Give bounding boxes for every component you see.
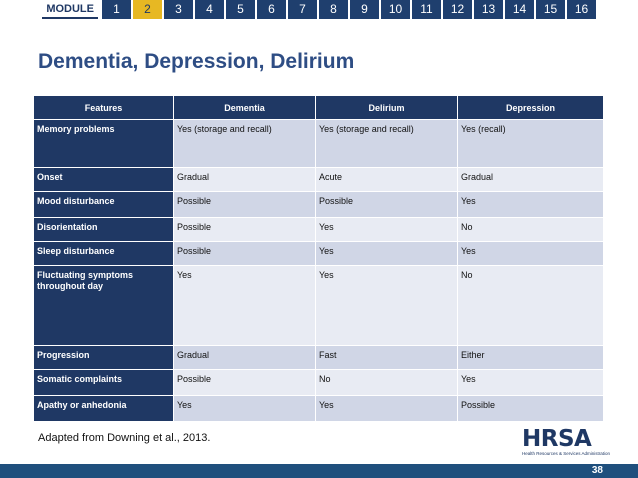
footer-bar [0, 464, 638, 478]
cell-dementia: Possible [174, 218, 316, 242]
module-button-12[interactable]: 12 [443, 0, 472, 19]
module-button-2[interactable]: 2 [133, 0, 162, 19]
cell-depression: No [458, 266, 604, 346]
cell-delirium: Yes (storage and recall) [316, 120, 458, 168]
cell-delirium: Fast [316, 346, 458, 370]
row-feature-label: Disorientation [34, 218, 174, 242]
cell-depression: Yes [458, 370, 604, 396]
module-button-9[interactable]: 9 [350, 0, 379, 19]
cell-delirium: Yes [316, 266, 458, 346]
cell-depression: Yes [458, 192, 604, 218]
row-feature-label: Mood disturbance [34, 192, 174, 218]
logo-wordmark: HRSA [522, 426, 592, 452]
cell-dementia: Possible [174, 192, 316, 218]
row-feature-label: Fluctuating symptoms throughout day [34, 266, 174, 346]
cell-depression: Possible [458, 396, 604, 422]
cell-delirium: Acute [316, 168, 458, 192]
header-delirium: Delirium [316, 96, 458, 120]
header-features: Features [34, 96, 174, 120]
cell-dementia: Yes [174, 396, 316, 422]
module-button-11[interactable]: 11 [412, 0, 441, 19]
row-feature-label: Memory problems [34, 120, 174, 168]
cell-dementia: Possible [174, 370, 316, 396]
module-button-10[interactable]: 10 [381, 0, 410, 19]
table-row [34, 120, 604, 168]
comparison-table [33, 95, 604, 422]
row-feature-label: Apathy or anhedonia [34, 396, 174, 422]
cell-delirium: No [316, 370, 458, 396]
module-button-13[interactable]: 13 [474, 0, 503, 19]
cell-delirium: Yes [316, 396, 458, 422]
row-feature-label: Sleep disturbance [34, 242, 174, 266]
cell-delirium: Yes [316, 218, 458, 242]
module-button-8[interactable]: 8 [319, 0, 348, 19]
page-title: Dementia, Depression, Delirium [38, 50, 355, 73]
cell-dementia: Gradual [174, 168, 316, 192]
row-feature-label: Onset [34, 168, 174, 192]
module-nav [42, 0, 596, 19]
row-feature-label: Progression [34, 346, 174, 370]
hrsa-logo [522, 428, 614, 458]
module-button-16[interactable]: 16 [567, 0, 596, 19]
table-row [34, 396, 604, 422]
module-button-14[interactable]: 14 [505, 0, 534, 19]
cell-depression: Yes (recall) [458, 120, 604, 168]
header-depression: Depression [458, 96, 604, 120]
table-row [34, 168, 604, 192]
cell-dementia: Gradual [174, 346, 316, 370]
module-button-7[interactable]: 7 [288, 0, 317, 19]
module-button-5[interactable]: 5 [226, 0, 255, 19]
table-row [34, 346, 604, 370]
module-button-4[interactable]: 4 [195, 0, 224, 19]
table-header-row [34, 96, 604, 120]
row-feature-label: Somatic complaints [34, 370, 174, 396]
source-footnote: Adapted from Downing et al., 2013. [38, 432, 211, 444]
cell-depression: No [458, 218, 604, 242]
cell-depression: Either [458, 346, 604, 370]
table-row [34, 218, 604, 242]
header-dementia: Dementia [174, 96, 316, 120]
cell-delirium: Yes [316, 242, 458, 266]
cell-dementia: Possible [174, 242, 316, 266]
logo-subtitle: Health Resources & Services Administration [522, 451, 611, 456]
module-button-3[interactable]: 3 [164, 0, 193, 19]
table-row [34, 370, 604, 396]
cell-depression: Gradual [458, 168, 604, 192]
table-row [34, 242, 604, 266]
cell-dementia: Yes [174, 266, 316, 346]
cell-delirium: Possible [316, 192, 458, 218]
table-row [34, 266, 604, 346]
table-row [34, 192, 604, 218]
cell-depression: Yes [458, 242, 604, 266]
module-label: MODULE [42, 1, 98, 19]
page-number: 38 [591, 465, 603, 476]
module-button-15[interactable]: 15 [536, 0, 565, 19]
cell-dementia: Yes (storage and recall) [174, 120, 316, 168]
module-button-1[interactable]: 1 [102, 0, 131, 19]
module-button-6[interactable]: 6 [257, 0, 286, 19]
